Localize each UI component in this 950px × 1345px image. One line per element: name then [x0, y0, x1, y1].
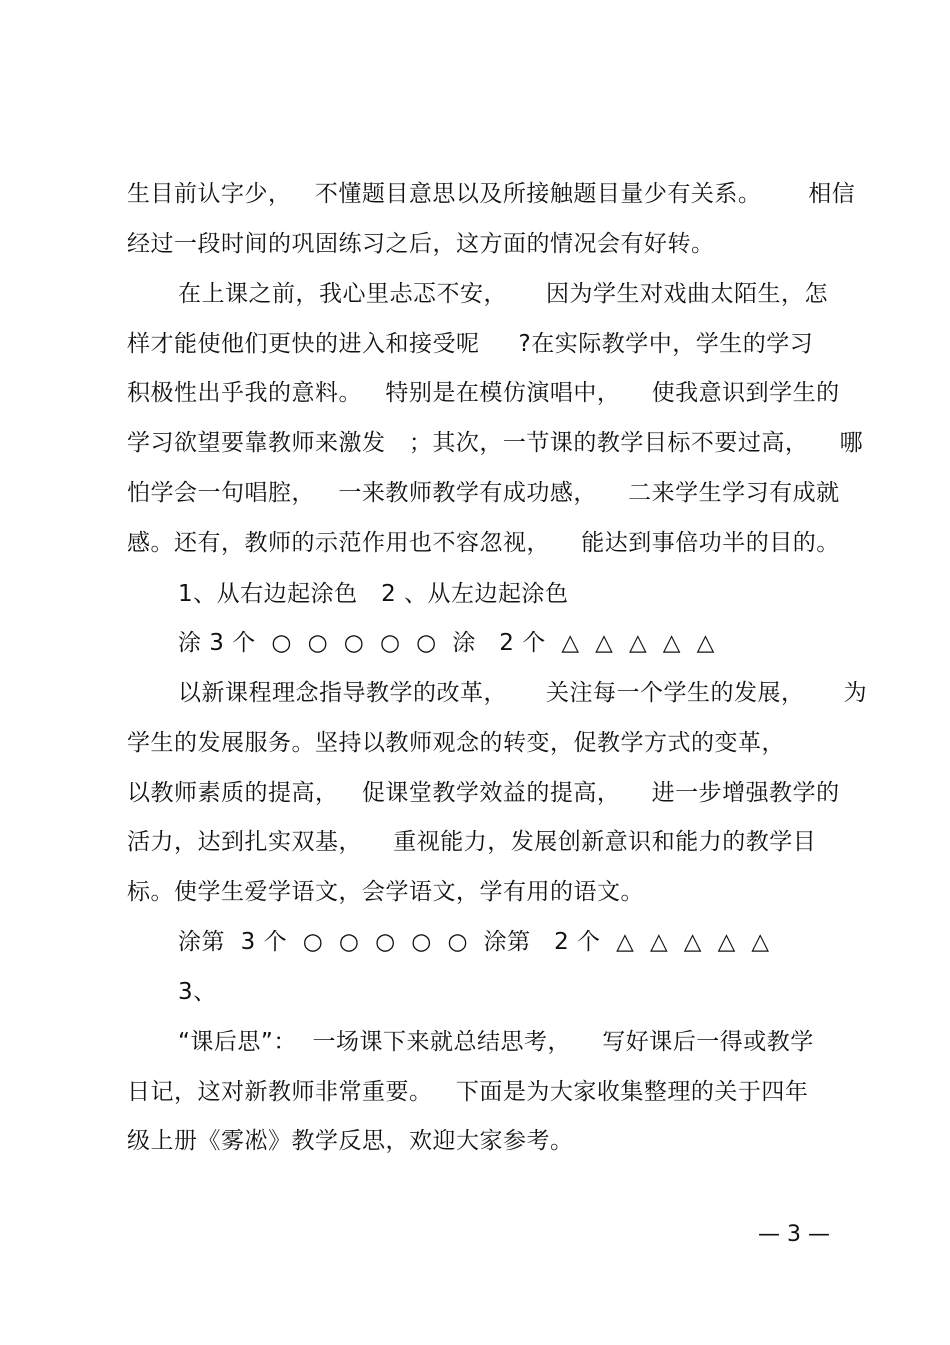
- paragraph-3-line-1: 以新课程理念指导教学的改革， 关注每一个学生的发展， 为: [178, 680, 868, 706]
- paragraph-2-line-6: 感。还有，教师的示范作用也不容忽视， 能达到事倍功半的目的。: [127, 530, 840, 556]
- exercise-1-instruction: 1、从右边起涂色 2 、从左边起涂色: [178, 581, 569, 607]
- paragraph-2-line-4: 学习欲望要靠教师来激发 ；其次，一节课的教学目标不要过高， 哪: [127, 430, 864, 456]
- paragraph-2-line-3: 积极性出乎我的意料。 特别是在模仿演唱中， 使我意识到学生的: [127, 380, 840, 406]
- paragraph-1-line-2: 经过一段时间的巩固练习之后，这方面的情况会有好转。: [127, 231, 715, 257]
- exercise-2-number: 3、: [178, 979, 217, 1005]
- exercise-1-shapes: 涂 3 个 ○ ○ ○ ○ ○ 涂 2 个 △ △ △ △ △: [178, 630, 715, 656]
- exercise-2-shapes: 涂第 3 个 ○ ○ ○ ○ ○ 涂第 2 个 △ △ △ △ △: [178, 929, 770, 955]
- paragraph-4-line-1: “课后思”： 一场课下来就总结思考， 写好课后一得或教学: [178, 1029, 814, 1055]
- paragraph-4-line-3: 级上册《雾凇》教学反思，欢迎大家参考。: [127, 1128, 574, 1154]
- page-number: — 3 —: [758, 1222, 830, 1247]
- paragraph-2-line-1: 在上课之前，我心里忐忑不安， 因为学生对戏曲太陌生，怎: [178, 281, 829, 307]
- paragraph-1-line-1: 生目前认字少， 不懂题目意思以及所接触题目量少有关系。 相信: [127, 181, 856, 207]
- paragraph-4-line-2: 日记，这对新教师非常重要。 下面是为大家收集整理的关于四年: [127, 1079, 809, 1105]
- paragraph-3-line-2: 学生的发展服务。坚持以教师观念的转变，促教学方式的变革，: [127, 730, 785, 756]
- paragraph-2-line-5: 怕学会一句唱腔， 一来教师教学有成功感， 二来学生学习有成就: [127, 480, 840, 506]
- paragraph-2-line-2: 样才能使他们更快的进入和接受呢 ?在实际教学中，学生的学习: [127, 331, 814, 357]
- paragraph-3-line-3: 以教师素质的提高， 促课堂教学效益的提高， 进一步增强教学的: [127, 780, 840, 806]
- paragraph-3-line-4: 活力，达到扎实双基， 重视能力，发展创新意识和能力的教学目: [127, 829, 817, 855]
- paragraph-3-line-5: 标。使学生爱学语文，会学语文，学有用的语文。: [127, 879, 644, 905]
